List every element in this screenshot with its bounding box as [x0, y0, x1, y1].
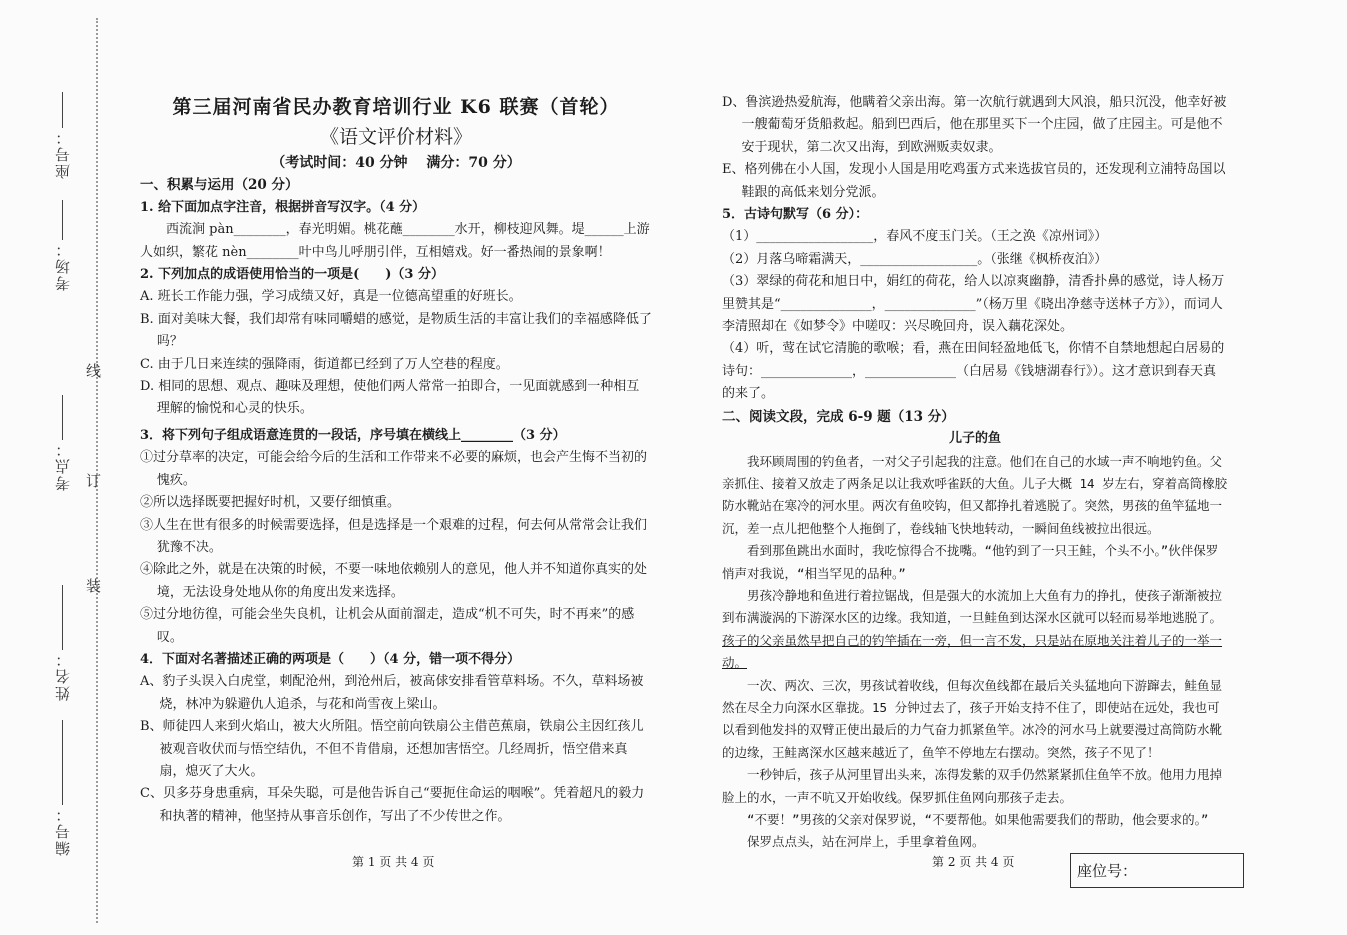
question-4-option-d: D、鲁滨逊热爱航海，他瞒着父亲出海。第一次航行就遇到大风浪，船只沉没，他幸好被一艘葡萄牙货船救起。船到巴西后，他在那里买下一个庄园，做了庄园主。可是他不安于现状，第二次又出海，到欧洲贩卖奴隶。: [722, 95, 1227, 155]
question-3-sentence-3: ③人生在世有很多的时候需要选择，但是选择是一个艰难的过程，何去何从常常会让我们犹豫不决。: [140, 517, 648, 555]
question-5-item-4: （4）听，莺在试它清脆的歌喉；看，燕在田间轻盈地低飞，你情不自禁地想起白居易的诗句：______________，______________（白居易《钱塘湖春行》）。这才意识到春天真的来了。: [722, 341, 1225, 402]
question-1-line-1: 西流涧 pàn________，春光明媚。桃花蘸________水开，柳枝迎风舞。堤______上游: [166, 222, 650, 238]
page-1-footer: 第 1 页 共 4 页: [352, 855, 435, 869]
exam-info: （考试时间：40 分钟 满分：70 分）: [271, 155, 521, 171]
story-title: 儿子的鱼: [948, 431, 1001, 447]
section-2-heading: 二、阅读文段，完成 6-9 题（13 分）: [722, 408, 955, 425]
story-body: [722, 451, 1228, 854]
room-blank: [62, 200, 63, 240]
question-5-item-1: （1）__________________，春风不度玉门关。（王之涣《凉州词》）: [722, 229, 1108, 245]
binding-char-ding: 订: [86, 472, 102, 490]
question-2-option-b: B. 面对美味大餐，我们却常有味同嚼蜡的感觉，是物质生活的丰富让我们的幸福感降低了吗？: [140, 311, 652, 350]
binding-char-zhuang: 装: [86, 577, 102, 595]
question-2-option-c: C. 由于几日来连续的强降雨，街道都已经到了万人空巷的程度。: [140, 356, 509, 372]
story-paragraph-1: 我环顾周围的钓鱼者，一对父子引起我的注意。他们在自己的水域一声不响地钓鱼。父亲抓住、接着又放走了两条足以让我欢呼雀跃的大鱼。儿子大概 14 岁左右，穿着高筒橡胶防水靴站在寒冷的河水里。两次有鱼咬钩，但又都挣扎着逃脱了。突然，男孩的鱼竿猛地一沉，差一点儿把他整个人拖倒了，卷线轴飞快地转动，一瞬间鱼线被拉出很远。: [722, 453, 1228, 536]
site-label: 考点：: [54, 440, 72, 491]
binding-char-xian: 线: [86, 362, 102, 380]
left-column: [140, 92, 652, 828]
number-blank: [62, 720, 63, 805]
name-label: 姓名：: [54, 650, 72, 701]
question-3-sentence-2: ②所以选择既要把握好时机，又要仔细慎重。: [140, 495, 401, 511]
question-2-option-d: D. 相同的思想、观点、趣味及理想，使他们两人常常一拍即合，一见面就感到一种相互理解的愉悦和心灵的快乐。: [140, 379, 640, 417]
question-2-option-a: A. 班长工作能力强，学习成绩又好，真是一位德高望重的好班长。: [140, 289, 522, 305]
question-4-option-a: A、豹子头误入白虎堂，刺配沧州，到沧州后，被高俅安排看管草料场。不久，草料场被烧，林冲为躲避仇人追杀，与花和尚雪夜上梁山。: [140, 674, 644, 712]
question-3-sentence-4: ④除此之外，就是在决策的时候，不要一味地依赖别人的意见，他人并不知道你真实的处境，无法设身处地从你的角度出发来选择。: [140, 562, 648, 600]
story-paragraph-3: [722, 585, 1228, 675]
question-3: 3．将下列句子组成语意连贯的一段话，序号填在横线上________（3 分）: [140, 427, 566, 443]
name-blank: [62, 585, 63, 650]
story-paragraph-5: 一秒钟后，孩子从河里冒出头来，冻得发紫的双手仍然紧紧抓住鱼竿不放。他用力甩掉脸上的水，一声不吭又开始收线。保罗抓住鱼网向那孩子走去。: [722, 767, 1223, 805]
question-2: 2. 下列加点的成语使用恰当的一项是( )（3 分）: [140, 267, 444, 283]
question-4-option-b: B、师徒四人来到火焰山，被大火所阻。悟空前向铁扇公主借芭蕉扇，铁扇公主因红孩儿被观音收伏而与悟空结仇，不但不肯借扇，还想加害悟空。几经周折，悟空借来真扇，熄灭了大火。: [140, 719, 644, 779]
question-3-sentence-1: ①过分草率的决定，可能会给今后的生活和工作带来不必要的麻烦，也会产生悔不当初的愧疚。: [140, 450, 648, 488]
story-underlined-sentence: 孩子的父亲虽然早把自己的钓竿插在一旁，但一言不发，只是站在原地关注着儿子的一举一动。: [722, 632, 1223, 671]
section-1-heading: 一、积累与运用（20 分）: [140, 177, 299, 194]
room-label: 考场：: [54, 240, 72, 291]
question-5-item-2: （2）月落乌啼霜满天，__________________。（张继《枫桥夜泊》）: [722, 251, 1108, 267]
page-2-footer: 第 2 页 共 4 页: [932, 855, 1015, 869]
seat-number-box: 座位号：: [1070, 853, 1244, 888]
seat-label: 座号：: [54, 128, 72, 179]
story-paragraph-6: “不要！”男孩的父亲对保罗说，“不要帮他。如果他需要我们的帮助，他会要求的。”: [747, 812, 1209, 827]
story-paragraph-2: 看到那鱼跳出水面时，我吃惊得合不拢嘴。“他钓到了一只王鲑，个头不小。”伙伴保罗悄声对我说，“相当罕见的品种。”: [722, 543, 1219, 581]
question-1: 1. 给下面加点字注音，根据拼音写汉字。（4 分）: [140, 199, 426, 215]
question-5: 5．古诗句默写（6 分）：: [722, 207, 869, 223]
seat-blank: [62, 92, 63, 128]
exam-title: 第三届河南省民办教育培训行业 K6 联赛（首轮）: [172, 96, 620, 118]
right-column: [722, 92, 1228, 854]
question-4: 4．下面对名著描述正确的两项是（ ）（4 分，错一项不得分）: [140, 651, 521, 667]
exam-subtitle: 《语文评价材料》: [319, 126, 472, 148]
story-paragraph-4: 一次、两次、三次，男孩试着收线，但每次鱼线都在最后关头猛地向下游蹿去，鲑鱼显然在尽全力向深水区靠拢。15 分钟过去了，孩子开始支持不住了，即使站在远处，我也可以看到他发抖的双臂正使出最后的力气奋力抓紧鱼竿。冰冷的河水马上就要漫过高筒防水靴的边缘，王鲑离深水区越来越近了，鱼竿不停地左右摆动。突然，孩子不见了！: [722, 677, 1223, 760]
story-paragraph-7: 保罗点点头，站在河岸上，手里拿着鱼网。: [747, 834, 985, 850]
number-label: 编号：: [54, 805, 72, 856]
story-paragraph-3-text: 男孩冷静地和鱼进行着拉锯战，但是强大的水流加上大鱼有力的挣扎，使孩子渐渐被拉到布满漩涡的下游深水区的边缘。我知道，一旦鲑鱼到达深水区就可以轻而易举地逃脱了。: [722, 587, 1223, 626]
question-5-item-3: （3）翠绿的荷花和旭日中，娟红的荷花，给人以凉爽幽静，清香扑鼻的感觉，诗人杨万里赞其是“______________，______________”（杨万里《晓出净慈寺送林子方》），而词人李清照却在《如梦令》中嗟叹：兴尽晚回舟，误入藕花深处。: [722, 274, 1225, 335]
site-blank: [62, 395, 63, 440]
question-1-line-2: 人如织，繁花 nèn________叶中鸟儿呼朋引伴，互相嬉戏。好一番热闹的景象啊！: [140, 244, 611, 260]
question-3-sentence-5: ⑤过分地彷徨，可能会坐失良机，让机会从面前溜走，造成“机不可失，时不再来”的感叹。: [140, 607, 635, 645]
question-4-option-c: C、贝多芬身患重病，耳朵失聪，可是他告诉自己“要扼住命运的咽喉”。凭着超凡的毅力和执著的精神，他坚持从事音乐创作，写出了不少传世之作。: [140, 786, 645, 824]
question-4-option-e: E、格列佛在小人国，发现小人国是用吃鸡蛋方式来选拔官员的，还发现利立浦特岛国以鞋跟的高低来划分党派。: [722, 162, 1226, 200]
